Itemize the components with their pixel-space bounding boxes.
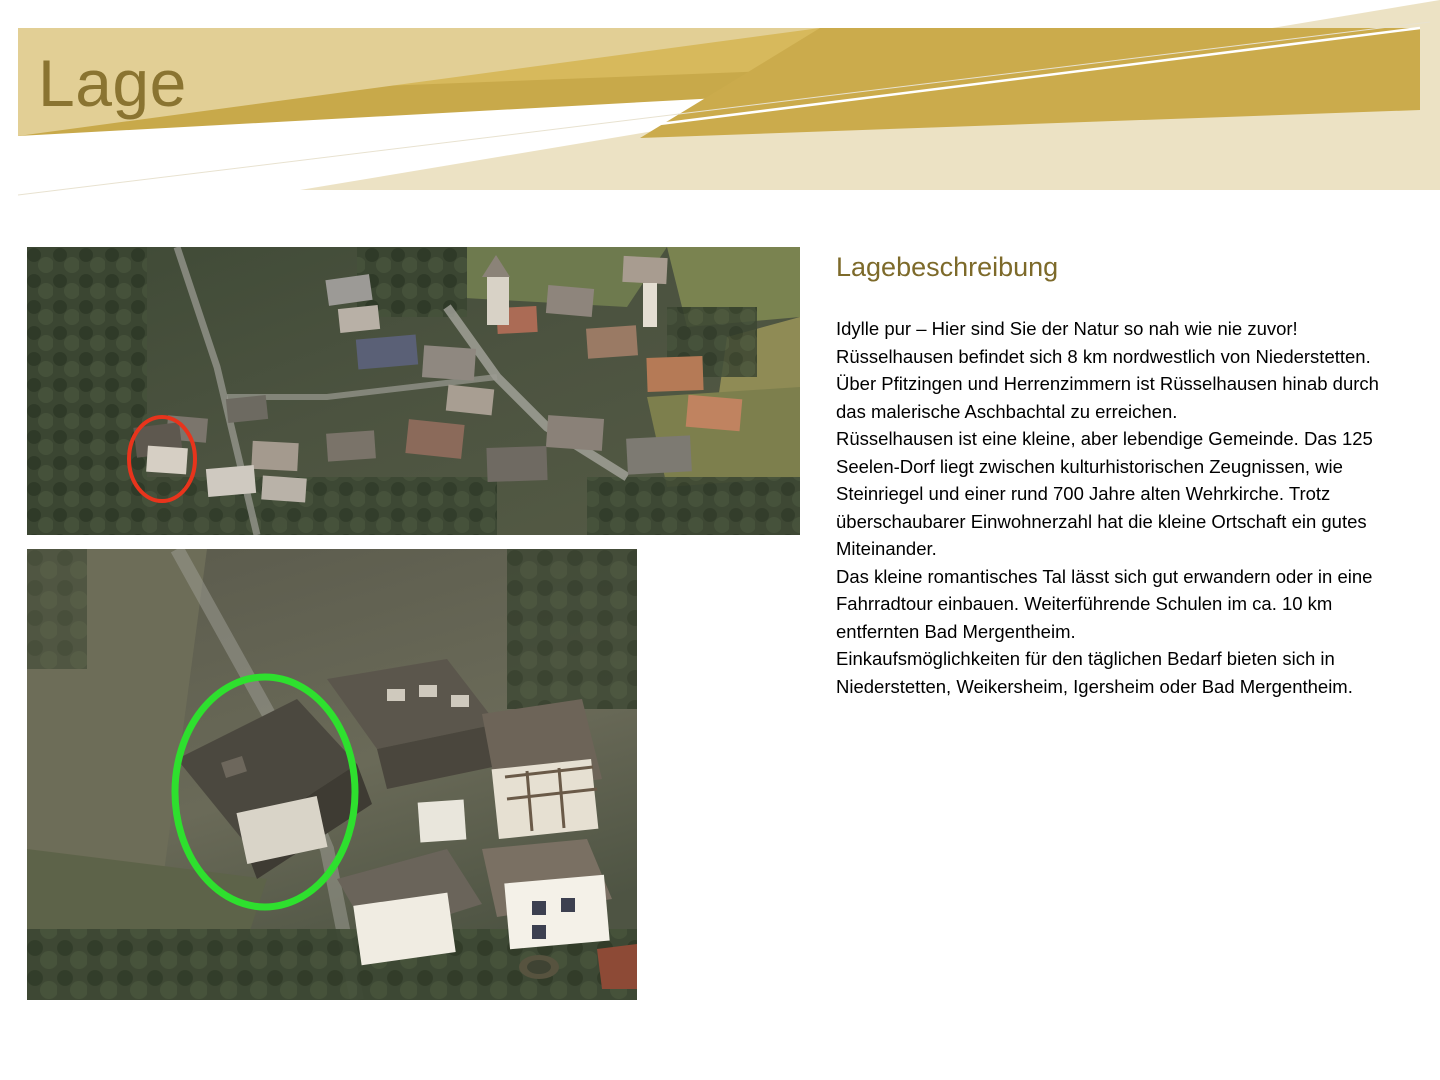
description-body: [836, 315, 1406, 700]
description-heading: Lagebeschreibung: [836, 252, 1059, 282]
aerial-property-photo: [27, 549, 637, 1000]
description-paragraph: Idylle pur – Hier sind Sie der Natur so nah wie nie zuvor! Rüsselhausen befindet sich 8 km nordwestlich von Niederstetten. Über Pfitzingen und Herrenzimmern ist Rüsselhausen hinab durch das malerische Aschbachtal zu erreichen.: [836, 318, 1379, 422]
description-paragraph: Rüsselhausen ist eine kleine, aber lebendige Gemeinde. Das 125 Seelen-Dorf liegt zwischen kulturhistorischen Zeugnissen, wie Steinriegel und einer rund 700 Jahre alten Wehrkirche. Trotz überschaubarer Einwohnerzahl hat die kleine Ortschaft ein gutes Miteinander.: [836, 428, 1373, 559]
slide-header-banner: [0, 0, 1440, 200]
description-paragraph: Das kleine romantisches Tal lässt sich gut erwandern oder in eine Fahrradtour einbauen. Weiterführende Schulen im ca. 10 km entfernten Bad Mergentheim.: [836, 565, 1373, 642]
description-paragraph: Einkaufsmöglichkeiten für den täglichen Bedarf bieten sich in Niederstetten, Weikersheim, Igersheim oder Bad Mergentheim.: [836, 648, 1353, 697]
aerial-village-photo: [27, 247, 800, 535]
page-title: Lage: [38, 46, 187, 120]
